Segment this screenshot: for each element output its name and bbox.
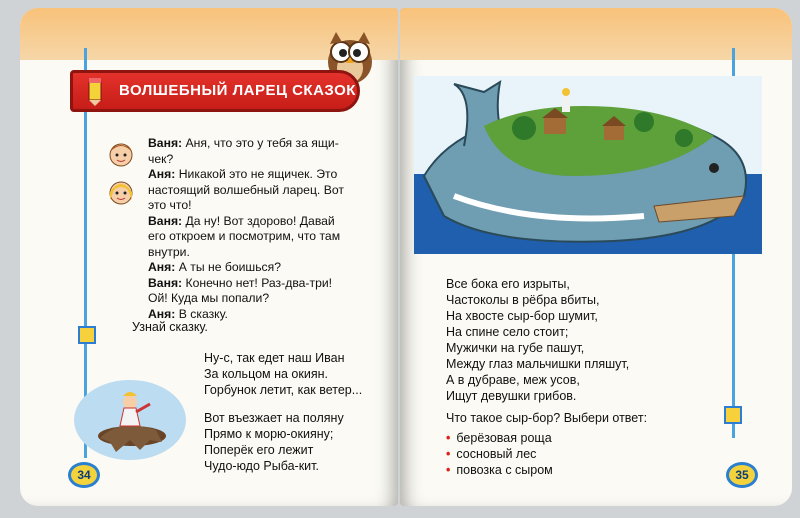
page-number: 34: [68, 462, 100, 488]
page-number: 35: [726, 462, 758, 488]
open-book: [8, 8, 792, 510]
pencil-icon: [86, 76, 104, 106]
poem-line: Поперёк его лежит: [204, 443, 314, 457]
question-text: Что такое сыр-бор? Выбери ответ:: [446, 411, 648, 425]
dialog-line: Ой! Куда мы попали?: [148, 291, 270, 305]
question-block: [446, 410, 647, 478]
poem-line: Чудо-юдо Рыба-кит.: [204, 459, 319, 473]
section-title: ВОЛШЕБНЫЙ ЛАРЕЦ СКАЗОК: [119, 82, 356, 99]
dialog-line: чек?: [148, 151, 174, 166]
section-title-banner: [70, 70, 360, 112]
task-marker-icon: [724, 406, 742, 424]
poem-line: Прямо к морю-окияну;: [204, 427, 334, 441]
dialog-line: Ваня: Конечно нет! Раз-два-три!: [148, 275, 333, 290]
poem-line: Ищут девушки грибов.: [446, 389, 577, 403]
dialog-text: [148, 136, 388, 322]
poem-line: Все бока его изрыты,: [446, 277, 570, 291]
dialog-line: Ваня: Аня, что это у тебя за ящи-: [148, 136, 339, 150]
answer-option[interactable]: • сосновый лес: [446, 446, 647, 462]
dialog-line: настоящий волшебный ларец. Вот: [148, 182, 344, 197]
right-page: [400, 8, 792, 506]
task-marker-icon: [78, 326, 96, 344]
dialog-line: его откроем и посмотрим, что там: [148, 229, 341, 243]
left-page: [20, 8, 398, 506]
poem-line: Частоколы в рёбра вбиты,: [446, 293, 600, 307]
boy-avatar-icon: [108, 140, 134, 168]
poem-line: На хвосте сыр-бор шумит,: [446, 309, 598, 323]
dialog-line: это что!: [148, 198, 192, 212]
girl-avatar-icon: [108, 178, 134, 206]
ivan-on-humpback-horse-illustration: [70, 360, 190, 464]
fish-whale-island-illustration: [414, 76, 762, 254]
answer-option[interactable]: • повозка с сыром: [446, 462, 647, 478]
poem-line: Ну-с, так едет наш Иван: [204, 351, 345, 365]
poem-line: Мужички на губе пашут,: [446, 341, 585, 355]
poem-line: А в дубраве, меж усов,: [446, 373, 580, 387]
poem-line: Между глаз мальчишки пляшут,: [446, 357, 630, 371]
poem-line: За кольцом на окиян.: [204, 367, 328, 381]
task-instruction: Узнай сказку.: [132, 320, 208, 334]
poem-line: Вот въезжает на поляну: [204, 411, 344, 425]
dialog-line: Аня: Никакой это не ящичек. Это: [148, 167, 338, 181]
dialog-line: Ваня: Да ну! Вот здорово! Давай: [148, 213, 335, 228]
poem-left: [204, 350, 362, 474]
answer-option[interactable]: • берёзовая роща: [446, 430, 647, 446]
poem-line: Горбунок летит, как ветер...: [204, 383, 363, 397]
dialog-line: Аня: В сказку.: [148, 306, 228, 321]
poem-line: На спине село стоит;: [446, 325, 569, 339]
dialog-line: внутри.: [148, 244, 190, 259]
dialog-line: Аня: А ты не боишься?: [148, 260, 282, 274]
poem-right: [446, 276, 629, 404]
